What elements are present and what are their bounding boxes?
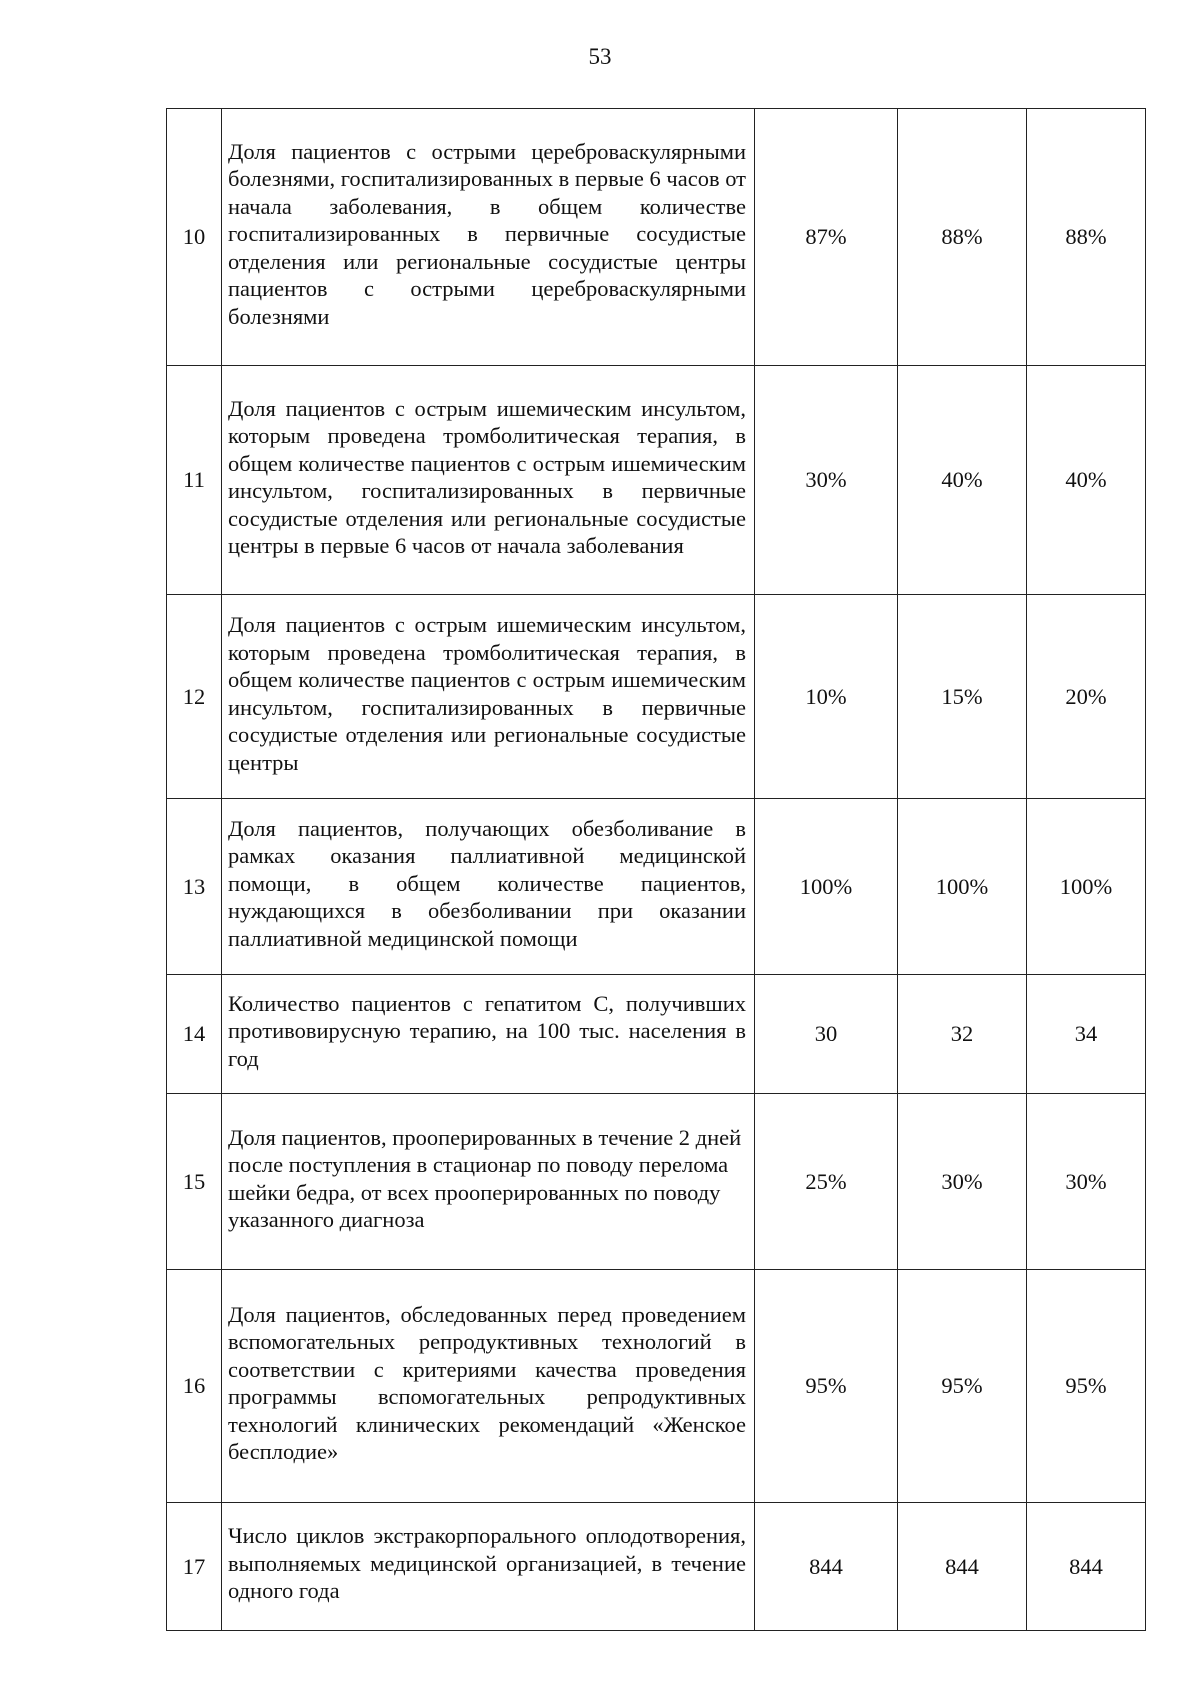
- value-cell-1: 30%: [755, 366, 898, 595]
- row-number: 16: [167, 1270, 222, 1503]
- value-cell-2: 88%: [898, 109, 1027, 366]
- table-row: [167, 975, 1146, 1094]
- row-number: 11: [167, 366, 222, 595]
- page-number: 53: [588, 44, 612, 69]
- value-cell-2: 95%: [898, 1270, 1027, 1503]
- value-cell-3: 30%: [1027, 1094, 1146, 1270]
- row-number: 12: [167, 595, 222, 799]
- table-row: [167, 109, 1146, 366]
- value-cell-1: 87%: [755, 109, 898, 366]
- row-number: 15: [167, 1094, 222, 1270]
- row-number: 10: [167, 109, 222, 366]
- value-cell-3: 20%: [1027, 595, 1146, 799]
- value-cell-3: 34: [1027, 975, 1146, 1094]
- indicator-description: Число циклов экстракорпорального оплодотворения, выполняемых медицинской организацией, в течение одного года: [222, 1503, 755, 1631]
- table-row: [167, 1270, 1146, 1503]
- value-cell-1: 95%: [755, 1270, 898, 1503]
- indicator-description: Доля пациентов, обследованных перед проведением вспомогательных репродуктивных технологий в соответствии с критериями качества проведения программы вспомогательных репродуктивных технологий клинических рекомендаций «Женское бесплодие»: [222, 1270, 755, 1503]
- value-cell-2: 40%: [898, 366, 1027, 595]
- indicator-description: Доля пациентов, прооперированных в течение 2 дней после поступления в стационар по поводу перелома шейки бедра, от всех прооперированных по поводу указанного диагноза: [222, 1094, 755, 1270]
- row-number: 17: [167, 1503, 222, 1631]
- indicator-description: Доля пациентов с острым ишемическим инсультом, которым проведена тромболитическая терапия, в общем количестве пациентов с острым ишемическим инсультом, госпитализированных в первичные сосудистые отделения или региональные сосудистые центры в первые 6 часов от начала заболевания: [222, 366, 755, 595]
- value-cell-2: 844: [898, 1503, 1027, 1631]
- indicator-description: Доля пациентов с острыми цереброваскулярными болезнями, госпитализированных в первые 6 часов от начала заболевания, в общем количестве госпитализированных в первичные сосудистые отделения или региональные сосудистые центры пациентов с острыми цереброваскулярными болезнями: [222, 109, 755, 366]
- value-cell-2: 100%: [898, 799, 1027, 975]
- indicators-table: [166, 108, 1146, 1631]
- value-cell-3: 844: [1027, 1503, 1146, 1631]
- table-row: [167, 799, 1146, 975]
- value-cell-1: 25%: [755, 1094, 898, 1270]
- row-number: 13: [167, 799, 222, 975]
- table-row: [167, 366, 1146, 595]
- value-cell-1: 30: [755, 975, 898, 1094]
- indicator-description: Количество пациентов с гепатитом С, получивших противовирусную терапию, на 100 тыс. населения в год: [222, 975, 755, 1094]
- row-number: 14: [167, 975, 222, 1094]
- table-row: [167, 595, 1146, 799]
- indicator-description: Доля пациентов, получающих обезболивание в рамках оказания паллиативной медицинской помощи, в общем количестве пациентов, нуждающихся в обезболивании при оказании паллиативной медицинской помощи: [222, 799, 755, 975]
- value-cell-3: 100%: [1027, 799, 1146, 975]
- value-cell-3: 95%: [1027, 1270, 1146, 1503]
- value-cell-2: 30%: [898, 1094, 1027, 1270]
- table-row: [167, 1094, 1146, 1270]
- value-cell-1: 10%: [755, 595, 898, 799]
- value-cell-2: 32: [898, 975, 1027, 1094]
- value-cell-2: 15%: [898, 595, 1027, 799]
- value-cell-3: 88%: [1027, 109, 1146, 366]
- value-cell-3: 40%: [1027, 366, 1146, 595]
- table-row: [167, 1503, 1146, 1631]
- indicator-description: Доля пациентов с острым ишемическим инсультом, которым проведена тромболитическая терапия, в общем количестве пациентов с острым ишемическим инсультом, госпитализированных в первичные сосудистые отделения или региональные сосудистые центры: [222, 595, 755, 799]
- value-cell-1: 844: [755, 1503, 898, 1631]
- value-cell-1: 100%: [755, 799, 898, 975]
